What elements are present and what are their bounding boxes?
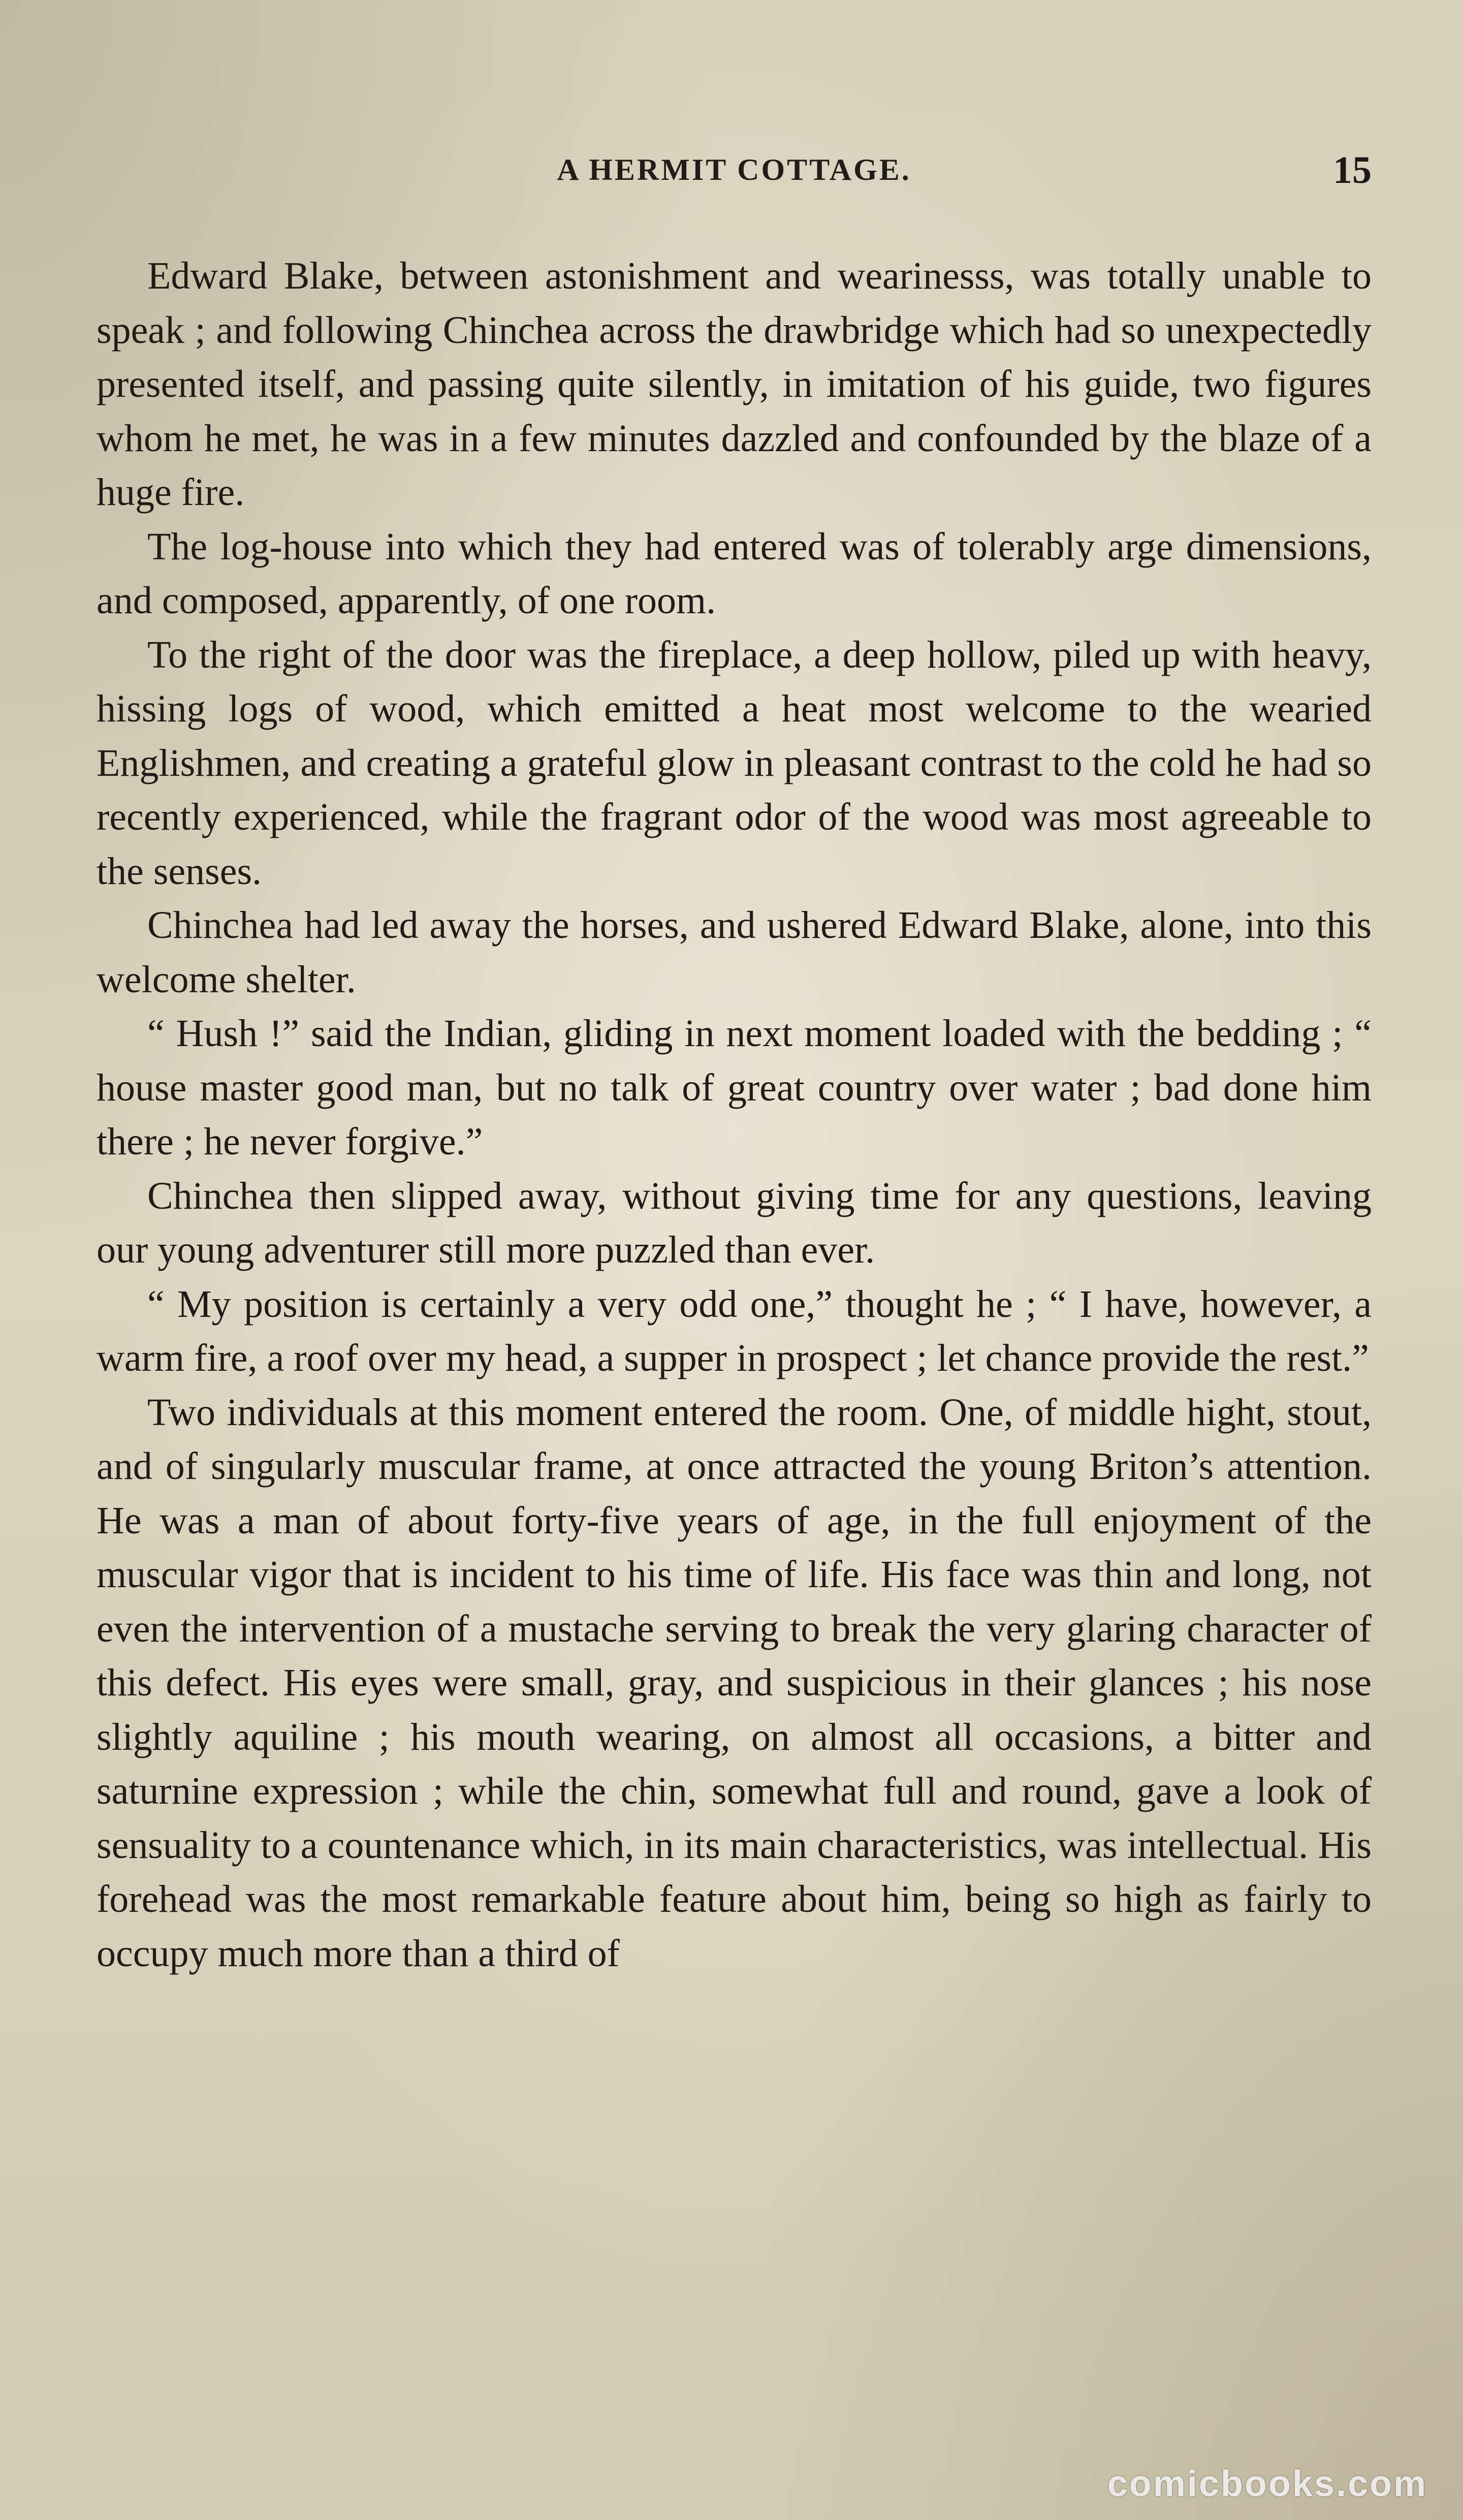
paragraph: Chinchea had led away the horses, and ushered Edward Blake, alone, into this welcome shelter.: [97, 904, 1372, 1001]
page-header: [97, 149, 1372, 198]
paragraph: Edward Blake, between astonishment and wearinesss, was totally unable to speak ; and following Chinchea across the drawbridge which had so unexpectedly presented itself, and passing quite silently, in imitation of his guide, two figures whom he met, he was in a few minutes dazzled and confounded by the blaze of a huge fire.: [97, 255, 1372, 514]
paragraph: The log-house into which they had entered was of tolerably arge dimensions, and composed, apparently, of one room.: [97, 525, 1372, 622]
running-head: A HERMIT COTTAGE.: [557, 153, 911, 186]
paragraph: Two individuals at this moment entered the room. One, of middle hight, stout, and of singularly muscular frame, at once attracted the young Briton’s attention. He was a man of about forty-five years of age, in the full enjoyment of the muscular vigor that is incident to his time of life. His face was thin and long, not even the intervention of a mustache serving to break the very glaring character of this defect. His eyes were small, gray, and suspicious in their glances ; his nose slightly aquiline ; his mouth wearing, on almost all occasions, a bitter and saturnine expression ; while the chin, somewhat full and round, gave a look of sensuality to a countenance which, in its main characteristics, was intellectual. His forehead was the most remarkable feature about him, being so high as fairly to occupy much more than a third of: [97, 1391, 1372, 1975]
page-number: 15: [1333, 149, 1372, 192]
paragraph: “ My position is certainly a very odd one,” thought he ; “ I have, however, a warm fire, a roof over my head, a supper in prospect ; let chance provide the rest.”: [97, 1282, 1372, 1379]
paragraph: “ Hush !” said the Indian, gliding in next moment loaded with the bedding ; “ house master good man, but no talk of great country over water ; bad done him there ; he never forgive.”: [97, 1012, 1372, 1163]
watermark: comicbooks.com: [1107, 2464, 1427, 2504]
paragraph: To the right of the door was the fireplace, a deep hollow, piled up with heavy, hissing logs of wood, which emitted a heat most welcome to the wearied Englishmen, and creating a grateful glow in pleasant contrast to the cold he had so recently experienced, while the fragrant odor of the wood was most agreeable to the senses.: [97, 633, 1372, 893]
paragraph: Chinchea then slipped away, without giving time for any questions, leaving our young adventurer still more puzzled than ever.: [97, 1174, 1372, 1271]
body-text: [97, 249, 1372, 1980]
